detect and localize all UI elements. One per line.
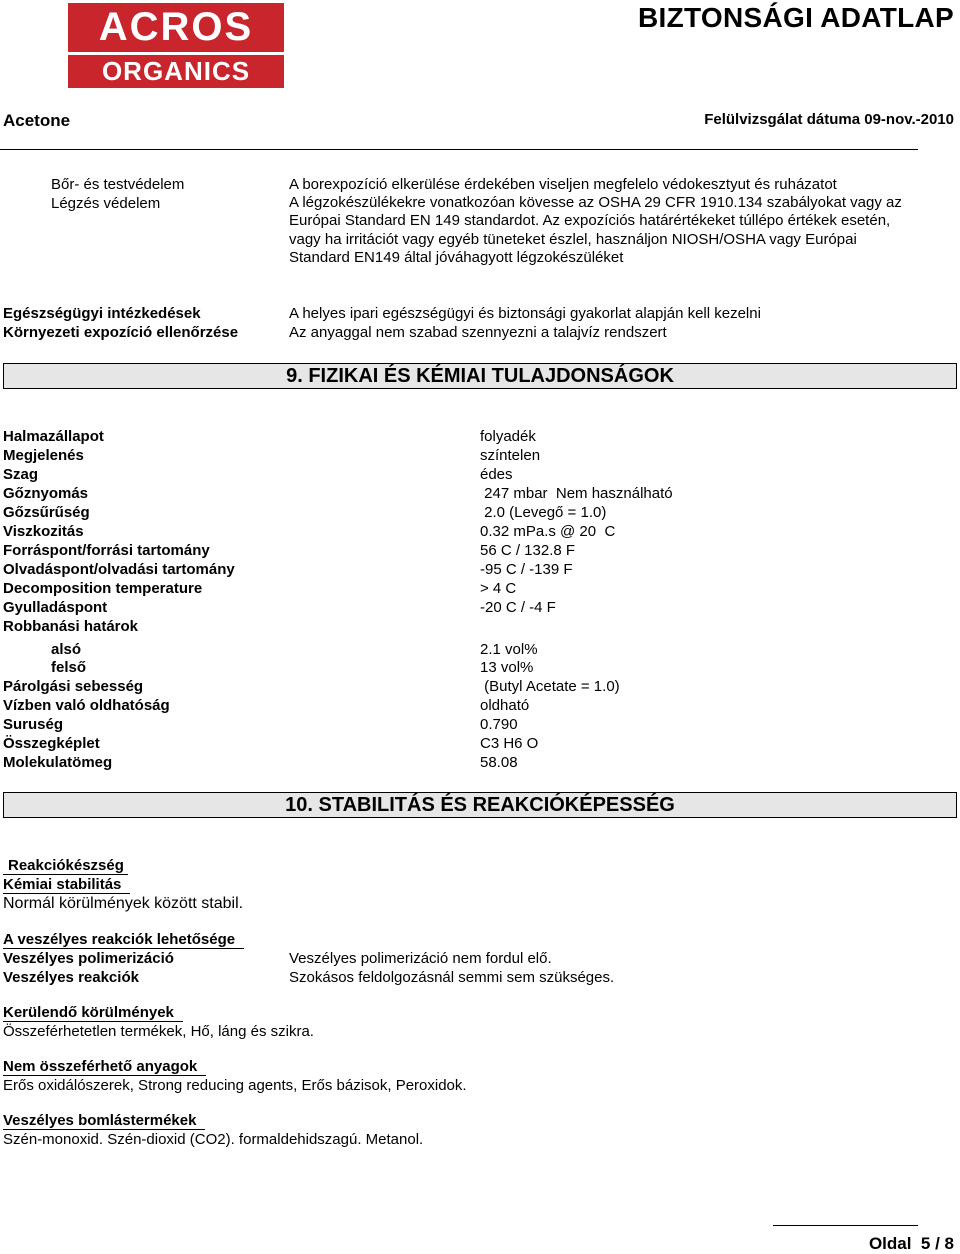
document-title: BIZTONSÁGI ADATLAP xyxy=(638,2,954,33)
chemical-stability-heading: Kémiai stabilitás xyxy=(3,876,130,894)
property-label: Olvadáspont/olvadási tartomány xyxy=(3,561,235,578)
property-value: 0.32 mPa.s @ 20 C xyxy=(480,523,616,540)
incompatible-materials-heading: Nem összeférhető anyagok xyxy=(3,1058,206,1076)
property-label: Robbanási határok xyxy=(3,618,139,635)
product-name: Acetone xyxy=(3,111,71,130)
property-label: Párolgási sebesség xyxy=(3,678,144,695)
property-label: Suruség xyxy=(3,716,64,733)
property-value: C3 H6 O xyxy=(480,735,539,752)
property-value: folyadék xyxy=(480,428,536,445)
environmental-exposure-value: Az anyaggal nem szabad szennyezni a talajvíz rendszert xyxy=(289,324,667,341)
hazardous-reactions-value: Szokásos feldolgozásnál semmi sem szükséges. xyxy=(289,969,615,986)
section-9-heading: 9. FIZIKAI ÉS KÉMIAI TULAJDONSÁGOK xyxy=(3,363,957,389)
conditions-to-avoid-heading: Kerülendő körülmények xyxy=(3,1004,183,1022)
property-label: Viszkozitás xyxy=(3,523,84,540)
property-label: Gőzsűrűség xyxy=(3,504,90,521)
property-value: -20 C / -4 F xyxy=(480,599,556,616)
property-label: Decomposition temperature xyxy=(3,580,203,597)
footer-divider xyxy=(773,1225,918,1226)
property-label: Forráspont/forrási tartomány xyxy=(3,542,210,559)
explosion-limit-label: felső xyxy=(51,659,87,676)
property-value: édes xyxy=(480,466,513,483)
hazardous-reactions-heading: A veszélyes reakciók lehetősége xyxy=(3,931,244,949)
hazardous-polymerization-value: Veszélyes polimerizáció nem fordul elő. xyxy=(289,950,552,967)
property-value: > 4 C xyxy=(480,580,517,597)
revision-date: Felülvizsgálat dátuma 09-nov.-2010 xyxy=(704,111,954,128)
property-value: 247 mbar Nem használható xyxy=(480,485,673,502)
skin-protection-label: Bőr- és testvédelem xyxy=(51,176,185,193)
property-value: színtelen xyxy=(480,447,541,464)
property-value: 58.08 xyxy=(480,754,518,771)
hazardous-polymerization-label: Veszélyes polimerizáció xyxy=(3,950,174,967)
chemical-stability-text: Normál körülmények között stabil. xyxy=(3,895,244,912)
section-10-heading: 10. STABILITÁS ÉS REAKCIÓKÉPESSÉG xyxy=(3,792,957,818)
property-label: Gőznyomás xyxy=(3,485,89,502)
property-label: Megjelenés xyxy=(3,447,84,464)
protection-line-5: Standard EN149 által jóváhagyott légzokészüléket xyxy=(289,249,624,266)
property-value: 56 C / 132.8 F xyxy=(480,542,576,559)
property-label: Vízben való oldhatóság xyxy=(3,697,170,714)
property-value: 2.0 (Levegő = 1.0) xyxy=(480,504,607,521)
acros-organics-logo xyxy=(68,3,284,88)
environmental-exposure-label: Környezeti expozíció ellenőrzése xyxy=(3,324,239,341)
reactivity-heading: Reakciókészség xyxy=(3,857,128,875)
hygiene-measures-label: Egészségügyi intézkedések xyxy=(3,305,201,322)
logo-line-1: ACROS xyxy=(68,3,284,52)
property-label: Molekulatömeg xyxy=(3,754,113,771)
property-label: Szag xyxy=(3,466,39,483)
hygiene-measures-value: A helyes ipari egészségügyi és biztonsági gyakorlat alapján kell kezelni xyxy=(289,305,761,322)
property-label: Halmazállapot xyxy=(3,428,104,445)
decomposition-products-heading: Veszélyes bomlástermékek xyxy=(3,1112,205,1130)
explosion-limit-label: alsó xyxy=(51,641,82,658)
page-number: Oldal 5 / 8 xyxy=(868,1234,954,1253)
respiratory-protection-label: Légzés védelem xyxy=(51,195,161,212)
property-label: Gyulladáspont xyxy=(3,599,108,616)
property-value: 0.790 xyxy=(480,716,518,733)
property-label: Összegképlet xyxy=(3,735,100,752)
protection-line-3: Európai Standard EN 149 standardot. Az expozíciós határértékeket túllépo értékek esetén, xyxy=(289,212,891,229)
header-divider xyxy=(0,149,918,150)
protection-line-4: vagy ha irritációt vagy egyéb tüneteket észlel, használjon NIOSH/OSHA vagy Európai xyxy=(289,231,857,248)
explosion-limit-value: 13 vol% xyxy=(480,659,534,676)
protection-line-2: A légzokészülékekre vonatkozóan kövesse az OSHA 29 CFR 1910.134 szabályokat vagy az xyxy=(289,194,902,211)
property-value: -95 C / -139 F xyxy=(480,561,573,578)
incompatible-materials-text: Erős oxidálószerek, Strong reducing agents, Erős bázisok, Peroxidok. xyxy=(3,1077,467,1094)
explosion-limit-value: 2.1 vol% xyxy=(480,641,538,658)
decomposition-products-text: Szén-monoxid. Szén-dioxid (CO2). formaldehidszagú. Metanol. xyxy=(3,1131,424,1148)
hazardous-reactions-label: Veszélyes reakciók xyxy=(3,969,139,986)
logo-line-2: ORGANICS xyxy=(68,55,284,88)
protection-line-1: A borexpozíció elkerülése érdekében viseljen megfelelo védokesztyut és ruházatot xyxy=(289,176,837,193)
property-value: oldható xyxy=(480,697,530,714)
conditions-to-avoid-text: Összeférhetetlen termékek, Hő, láng és szikra. xyxy=(3,1023,314,1040)
property-value: (Butyl Acetate = 1.0) xyxy=(480,678,620,695)
